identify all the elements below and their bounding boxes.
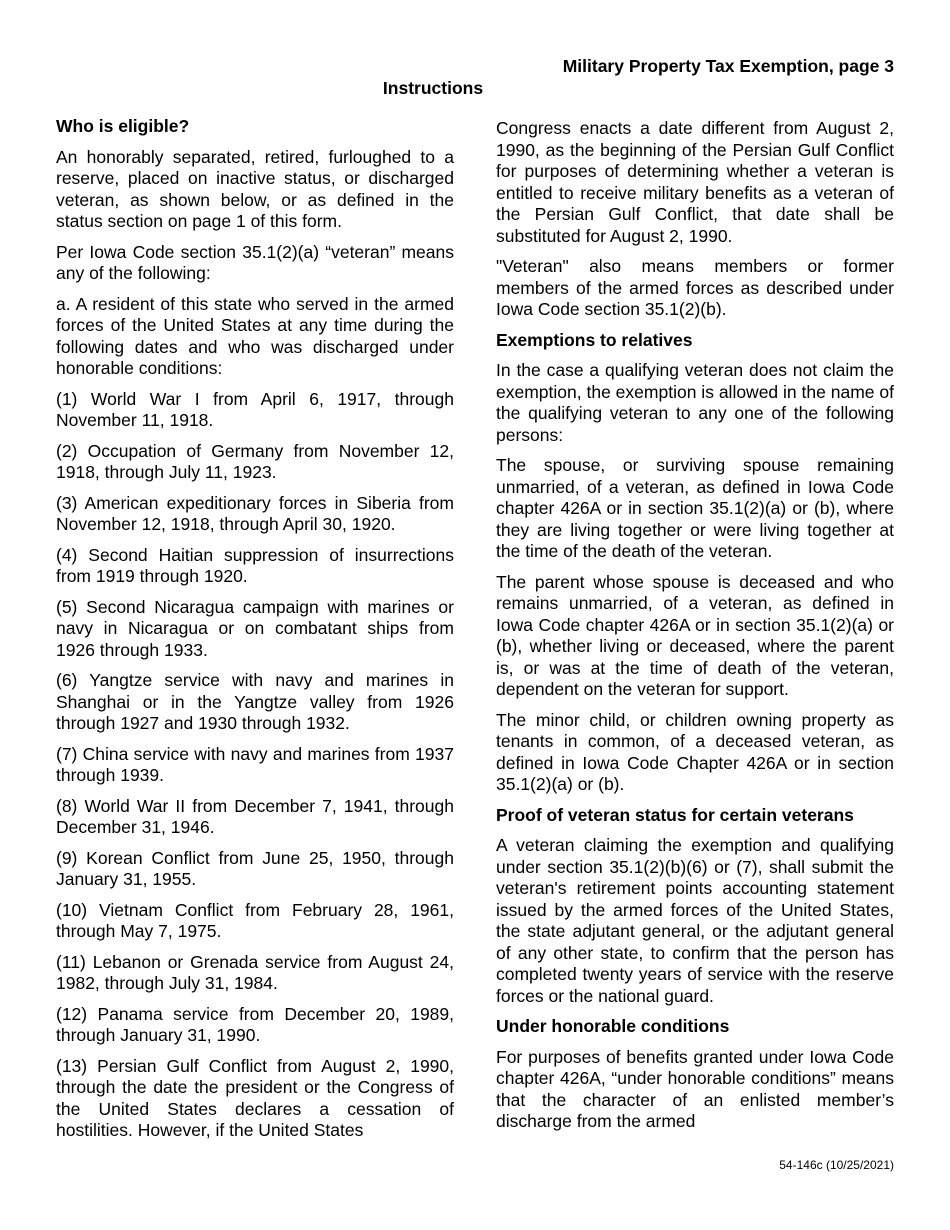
heading-exemptions-to-relatives: Exemptions to relatives <box>496 329 693 350</box>
veteran-definition: Per Iowa Code section 35.1(2)(a) “veteran” means any of the following: <box>56 241 454 283</box>
parent-paragraph: The parent whose spouse is deceased and who remains unmarried, of a veteran, as defined in Iowa Code chapter 426A or in section 35.1(2)(a) or (b), whether living or deceased, where the parent is, or was at the time of death of the veteran, dependent on the veteran for support. <box>496 571 894 699</box>
form-title: Military Property Tax Exemption, page 3 <box>562 56 894 76</box>
minor-child-paragraph: The minor child, or children owning property as tenants in common, of a deceased veteran, as defined in Iowa Code Chapter 426A or in section 35.1(2)(a) or (b). <box>496 709 894 794</box>
form-number: 54-146c (10/25/2021) <box>779 1158 894 1172</box>
relatives-intro: In the case a qualifying veteran does not claim the exemption, the exemption is allowed in the name of the qualifying veteran to any one of the following persons: <box>496 360 894 445</box>
section-title: Instructions <box>382 78 484 98</box>
service-period-item: (12) Panama service from December 20, 1989, through January 31, 1990. <box>56 1003 454 1045</box>
heading-who-is-eligible: Who is eligible? <box>56 116 190 136</box>
heading-under-honorable-conditions: Under honorable conditions <box>496 1016 730 1036</box>
service-period-item: (9) Korean Conflict from June 25, 1950, through January 31, 1955. <box>56 847 454 889</box>
eligibility-intro: An honorably separated, retired, furloughed to a reserve, placed on inactive status, or discharged veteran, as shown below, or as defined in the status section on page 1 of this form. <box>56 146 454 231</box>
service-period-item: (8) World War II from December 7, 1941, through December 31, 1946. <box>56 795 454 837</box>
honorable-paragraph: For purposes of benefits granted under Iowa Code chapter 426A, “under honorable conditions” means that the character of an enlisted member’s discharge from the armed <box>496 1046 894 1131</box>
service-period-item: (5) Second Nicaragua campaign with marines or navy in Nicaragua or on combatant ships from 1926 through 1933. <box>56 596 454 660</box>
service-period-item: (10) Vietnam Conflict from February 28, 1961, through May 7, 1975. <box>56 899 454 941</box>
spouse-paragraph: The spouse, or surviving spouse remaining unmarried, of a veteran, as defined in Iowa Code chapter 426A or in section 35.1(2)(a) or (b), where they are living together or were living together at the time of the death of the veteran. <box>496 455 894 561</box>
service-period-item: (7) China service with navy and marines from 1937 through 1939. <box>56 743 454 785</box>
item-a: a. A resident of this state who served in the armed forces of the United States at any time during the following dates and who was discharged under honorable conditions: <box>56 293 454 378</box>
service-period-item: (2) Occupation of Germany from November 12, 1918, through July 11, 1923. <box>56 440 454 482</box>
persian-gulf-continuation: Congress enacts a date different from August 2, 1990, as the beginning of the Persian Gulf Conflict for purposes of determining whether a veteran is entitled to receive military benefits as a veteran of the Persian Gulf Conflict, that date shall be substituted for August 2, 1990. <box>496 118 894 246</box>
proof-paragraph: A veteran claiming the exemption and qualifying under section 35.1(2)(b)(6) or (7), shall submit the veteran's retirement points accounting statement issued by the armed forces of the United States, the state adjutant general, or the adjutant general of any other state, to confirm that the person has completed twenty years of service with the reserve forces or the national guard. <box>496 835 894 1006</box>
service-period-item: (6) Yangtze service with navy and marines in Shanghai or in the Yangtze valley from 1926 through 1927 and 1930 through 1932. <box>56 670 454 733</box>
service-period-item: (1) World War I from April 6, 1917, through November 11, 1918. <box>56 388 454 430</box>
heading-proof-of-status: Proof of veteran status for certain veterans <box>496 804 854 825</box>
service-period-item: (3) American expeditionary forces in Siberia from November 12, 1918, through April 30, 1920. <box>56 492 454 534</box>
left-column <box>56 116 454 1151</box>
service-period-item: (13) Persian Gulf Conflict from August 2, 1990, through the date the president or the Congress of the United States declares a cessation of hostilities. However, if the United States <box>56 1055 454 1140</box>
veteran-also-definition: "Veteran" also means members or former members of the armed forces as described under Iowa Code section 35.1(2)(b). <box>496 256 894 319</box>
right-column <box>496 116 894 1142</box>
service-period-item: (11) Lebanon or Grenada service from August 24, 1982, through July 31, 1984. <box>56 951 454 993</box>
service-period-item: (4) Second Haitian suppression of insurrections from 1919 through 1920. <box>56 544 454 586</box>
